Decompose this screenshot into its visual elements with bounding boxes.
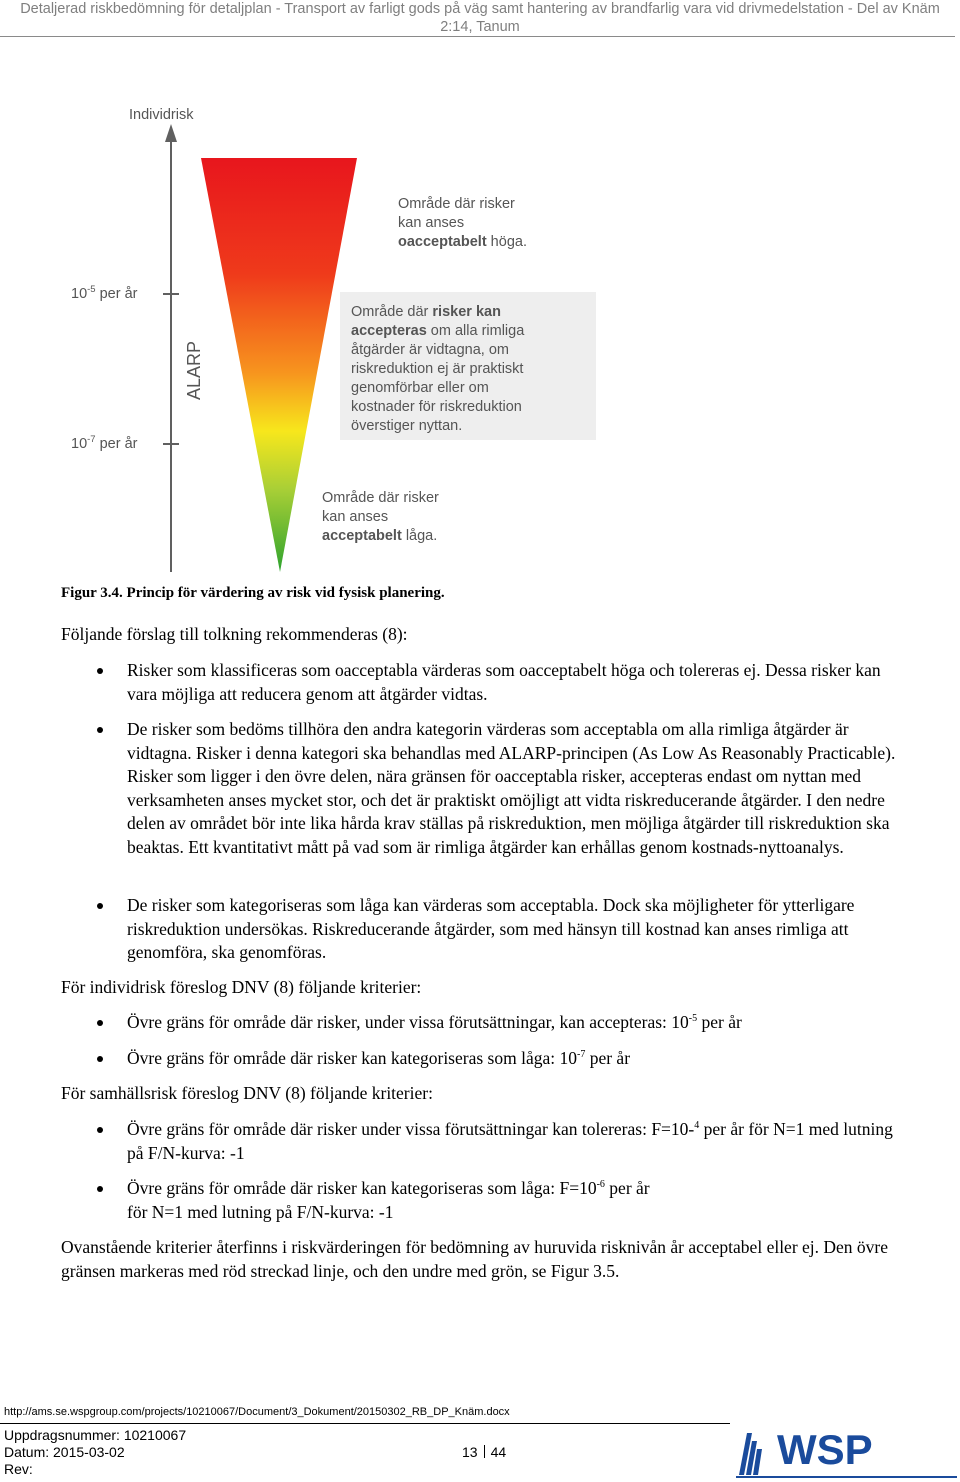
svg-text:kan anses: kan anses [398,215,465,231]
individ-intro: För individrisk föreslog DNV (8) följande kriterier: [61,977,422,997]
alarp-figure [0,90,620,580]
list-item: De risker som kategoriseras som låga kan värderas som acceptabla. Dock ska möjligheter för ytterligare riskreduktion undersökas. Riskreducerande åtgärder, som med hänsyn till kostnad kan anses rimliga att genomföra, ska genomföras. [127,894,907,965]
svg-text:kostnader för riskreduktion: kostnader för riskreduktion [351,399,522,415]
footer-doc-path: http://ams.se.wspgroup.com/projects/10210067/Document/3_Dokument/20150302_RB_DP_Knäm.docx [4,1406,510,1418]
svg-text:överstiger nyttan.: överstiger nyttan. [351,418,463,434]
footer-uppdragsnummer: Uppdragsnummer: 10210067 [4,1427,187,1443]
wsp-logo [735,1419,957,1479]
bottom-zone-text [322,490,439,544]
bullet-icon [97,668,103,674]
closing-paragraph: Ovanstående kriterier återfinns i riskvärderingen för bedömning av huruvida risknivån år acceptabel eller ej. Den övre gränsen markeras med röd streckad linje, och den undre med grön, se Figur 3.5. [61,1237,889,1281]
list-item: Övre gräns för område där risker kan kategoriseras som låga: $F=10^{-6}$ per år för N=1 med lutning på F/N-kurva: -1 [127,1177,907,1224]
svg-text:åtgärder är vidtagna, om: åtgärder är vidtagna, om [351,342,509,358]
svg-text:Område där risker kan: Område där risker kan [351,304,501,320]
svg-text:oacceptabelt höga.: oacceptabelt höga. [398,234,527,250]
axis-label: Individrisk [129,107,194,123]
wsp-logo-text: WSP [777,1426,873,1473]
alarp-label: ALARP [184,340,204,400]
figure-caption: Figur 3.4. Princip för värdering av risk vid fysisk planering. [61,585,445,601]
samhall-intro: För samhällsrisk föreslog DNV (8) följande kriterier: [61,1083,433,1103]
list-item: Övre gräns för område där risker kan kategoriseras som låga: $10^{-7}$ per år [127,1047,907,1071]
list-item: Övre gräns för område där risker under vissa förutsättningar kan tolereras: F=10-$^4$ per år för N=1 med lutning på F/N-kurva: -1 [127,1118,907,1165]
bullet-icon [97,1127,103,1133]
footer-divider [0,1423,730,1424]
tick-label-lower: $10^{-7}$ per år [71,434,138,452]
svg-text:accepteras om alla rimliga: accepteras om alla rimliga [351,323,525,339]
header-title-line2: 2:14, Tanum [440,19,520,35]
list-item: De risker som bedöms tillhöra den andra kategorin värderas som acceptabla om alla rimliga åtgärder är vidtagna. Risker i denna kategori ska behandlas med ALARP-principen (As Low As Reasonably Practicable). Risker som ligger i den övre delen, nära gränsen för oacceptabla risker, accepteras endast om nyttan med verksamheten anses mycket stor, och det är praktiskt omöjligt att vidta riskreducerande åtgärder. I den nedre delen av området bör inte lika hårda krav ställas på riskreduktion, men möjliga åtgärder till riskreduktion ska beaktas. Ett kvantitativt mått på vad som är rimliga åtgärder kan erhållas genom kostnads-nyttoanalys. [127,718,907,859]
bullet-icon [97,1020,103,1026]
mid-zone-text [351,304,525,434]
svg-text:Område där risker: Område där risker [398,196,515,212]
list-item: Risker som klassificeras som oacceptabla värderas som oacceptabelt höga och tolereras ej. Dessa risker kan vara möjliga att reducera genom att åtgärder vidtas. [127,659,907,706]
bullet-icon [97,727,103,733]
svg-text:acceptabelt låga.: acceptabelt låga. [322,528,438,544]
page-number: 13 44 [462,1444,507,1460]
footer-datum: Datum: 2015-03-02 [4,1444,125,1460]
running-header [0,0,960,36]
footer-rev: Rev: [4,1461,33,1477]
bullet-icon [97,1056,103,1062]
intro-paragraph: Följande förslag till tolkning rekommenderas (8): [61,624,408,644]
svg-text:kan anses: kan anses [322,509,389,525]
svg-text:riskreduktion ej är praktiskt: riskreduktion ej är praktiskt [351,361,524,377]
y-axis-arrow-icon [165,124,177,142]
footer-meta [4,1427,186,1478]
header-title-line1: Detaljerad riskbedömning för detaljplan - Transport av farligt gods på väg samt hantering av brandfarlig vara vid drivmedelstation - Del av Knäm [20,1,940,17]
list-item: Övre gräns för område där risker, under vissa förutsättningar, kan accepteras: $10^{-5}$ per år [127,1011,907,1035]
top-zone-text [398,196,527,250]
header-divider [0,36,955,37]
bullet-icon [97,903,103,909]
bullet-icon [97,1186,103,1192]
svg-text:Område där risker: Område där risker [322,490,439,506]
tick-label-upper: $10^{-5}$ per år [71,284,138,302]
svg-text:genomförbar eller om: genomförbar eller om [351,380,489,396]
